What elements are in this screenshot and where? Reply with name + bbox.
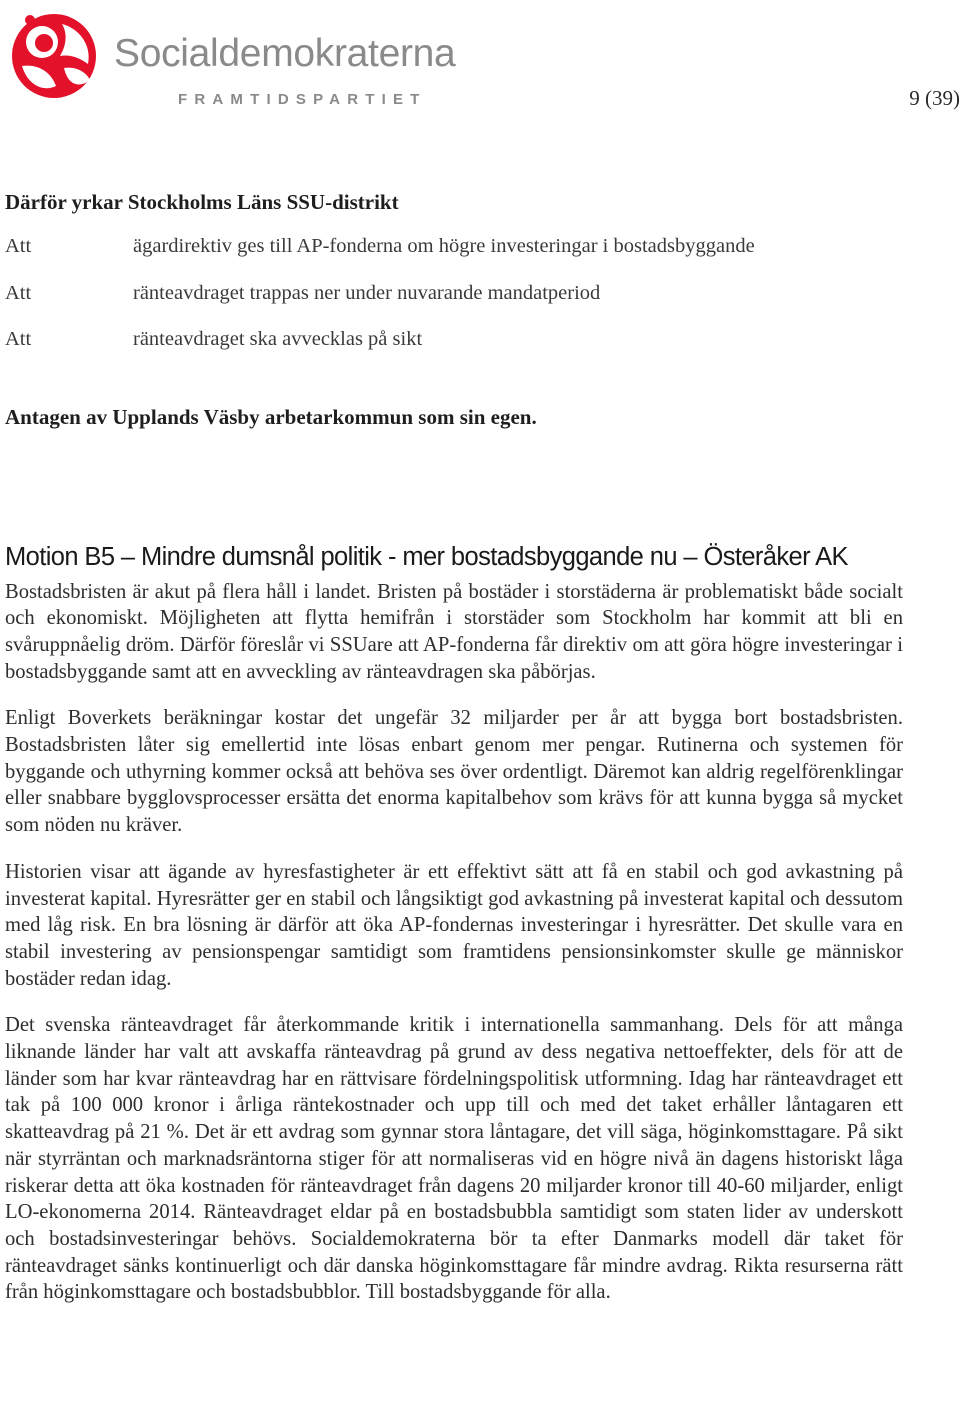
demand-heading: Därför yrkar Stockholms Läns SSU-distrikt [5, 190, 399, 214]
brand-name: Socialdemokraterna [114, 32, 456, 75]
page-header [0, 0, 960, 110]
motion-paragraph: Det svenska ränteavdraget får återkommande kritik i internationella sammanhang. Dels för att många liknande länder har valt att avskaffa ränteavdrag på grund av dess negativa nettoeffekter, dels för att de länder som har kvar ränteavdrag har en rättvisare fördelningspolitisk utformning. Idag har ränteavdraget ett tak på 100 000 kronor i årliga räntekostnader och upp till och med det taket erhåller låntagaren ett skatteavdrag på 21 %. Det är ett avdrag som gynnar stora låntagare, det vill säga, höginkomsttagare. På sikt när styrräntan och marknadsräntorna stiger för att normaliseras vid en högre nivå än dagens historiskt låga riskerar detta att öka kostnaden för ränteavdraget från dagens 20 miljarder kronor till 40-60 miljarder, enligt LO-ekonomerna 2014. Ränteavdraget eldar på en bostadsbubbla samtidigt som staten lider av underskott och bostadsinvesteringar behövs. Socialdemokraterna bör ta efter Danmarks modell där taket för ränteavdraget sänks kontinuerligt och där danska höginkomsttagare får mindre avdrag. Rikta resurserna rätt från höginkomsttagare och bostadsbubblor. Till bostadsbyggande för alla. [5, 1014, 903, 1304]
adopted-statement: Antagen av Upplands Väsby arbetarkommun som sin egen. [5, 404, 537, 429]
page-number: 9 (39) [909, 86, 960, 110]
att-key: Att [5, 328, 32, 350]
brand-tagline: FRAMTIDSPARTIET [178, 91, 427, 108]
rose-emblem-icon [6, 6, 106, 106]
att-key: Att [5, 281, 32, 304]
att-key: Att [5, 235, 32, 257]
att-text: ränteavdraget ska avvecklas på sikt [133, 328, 423, 350]
list-item [5, 328, 903, 375]
motion-paragraph: Enligt Boverkets beräkningar kostar det ungefär 32 miljarder per år att bygga bort bostadsbristen. Bostadsbristen låter sig emellertid inte lösas enbart genom mer pengar. Rutinerna och systemen för byggande och uthyrning kommer också att behöva ses över ordentligt. Däremot kan aldrig regelförenklingar eller snabbare bygglovsprocesser ersätta det enorma kapitalbehov som krävs för att kunna bygga så mycket som nöden nu kräver. [5, 707, 903, 837]
motion-paragraph: Historien visar att ägande av hyresfastigheter är ett effektivt sätt att få en stabil och god avkastning på investerat kapital. Hyresrätter ger en stabil och långsiktigt god avkastning på investerat kapital och dessutom med låg risk. En bra lösning är därför att öka AP-fondernas investeringar i hyresrätter. Det skulle vara en stabil investering av pensionspengar samtidigt som framtidens pensionsinkomster skulle ge människor bostäder redan idag. [5, 860, 903, 990]
att-text: ränteavdraget trappas ner under nuvarande mandatperiod [133, 281, 601, 304]
motion-title: Motion B5 – Mindre dumsnål politik - mer bostadsbyggande nu – Österåker AK [5, 542, 848, 571]
list-item [5, 235, 903, 282]
document-body [5, 190, 903, 1306]
motion-paragraph: Bostadsbristen är akut på flera håll i landet. Bristen på bostäder i storstäderna är problematiskt både socialt och ekonomiskt. Möjligheten att flytta hemifrån i storstäder som Stockholm har kommit att bli en svåruppnåelig dröm. Därför föreslår vi SSUare att AP-fonderna får direktiv om att göra högre investeringar i bostadsbyggande samt att en avveckling av ränteavdragen ska påbörjas. [5, 580, 903, 683]
list-item [5, 282, 903, 329]
socialdemokraterna-logo [6, 6, 476, 106]
demand-list [5, 235, 903, 375]
att-text: ägardirektiv ges till AP-fonderna om högre investeringar i bostadsbyggande [133, 235, 755, 257]
